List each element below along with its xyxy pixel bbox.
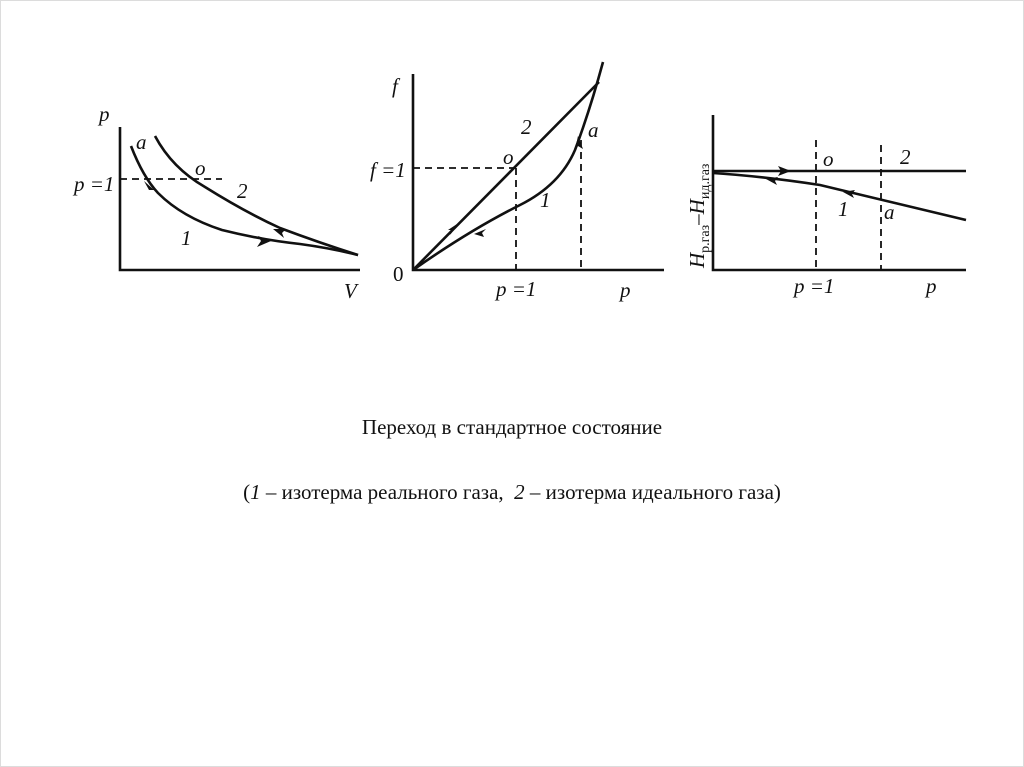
hp-panel [685,115,966,298]
pv-y-axis-label: p [99,102,110,126]
caption-title: Переход в стандартное состояние [361,415,663,439]
hp-axes [713,115,966,270]
hp-point-a: a [884,200,895,224]
hp-curve-2-label: 2 [900,145,911,169]
hp-point-o: o [823,147,834,171]
fp-x-level-label: p =1 [496,277,537,301]
hp-curve-1-label: 1 [838,197,849,221]
fp-point-o: o [503,145,514,169]
svg-text:Hр.газ–Hид.газ [685,163,713,269]
hp-y-label-h2: H [685,199,709,215]
caption-legend-text2: – изотерма идеального газа) [524,480,781,504]
pv-level-label: p =1 [74,172,115,196]
caption-legend-open: ( [243,480,251,504]
pv-curve-1-label: 1 [181,226,192,250]
pv-curve-2-label: 2 [237,179,248,203]
hp-x-axis-label: p [926,274,937,298]
caption-legend-num1: 1 [250,480,261,504]
fp-panel [370,62,664,302]
fp-point-a: a [588,118,599,142]
pv-panel [72,102,360,303]
hp-y-label-h1: H [685,252,709,268]
hp-y-label-minus: – [685,214,709,225]
fp-origin-label: 0 [393,262,404,286]
fp-y-level-label: f =1 [370,158,406,182]
caption-legend [0,480,1024,505]
hp-y-label-sub2: ид.газ [698,163,713,200]
pv-point-a: a [136,130,147,154]
fp-y-axis-label: f [392,74,398,98]
fp-curve-2-label: 2 [521,115,532,139]
fp-axes [413,74,664,270]
hp-x-level-label: p =1 [794,274,835,298]
pv-x-axis-label: V [344,279,357,303]
hp-y-axis-label [685,163,713,269]
caption-legend-text1: – изотерма реального газа, [260,480,515,504]
fp-curve-1-label: 1 [540,188,551,212]
pv-point-o: o [195,156,206,180]
fp-x-axis-label: p [620,278,631,302]
caption-legend-num2: 2 [514,480,525,504]
hp-y-label-sub1: р.газ [698,224,713,253]
fp-ideal-line [413,82,599,270]
pv-arrow-ideal-left [273,229,286,238]
